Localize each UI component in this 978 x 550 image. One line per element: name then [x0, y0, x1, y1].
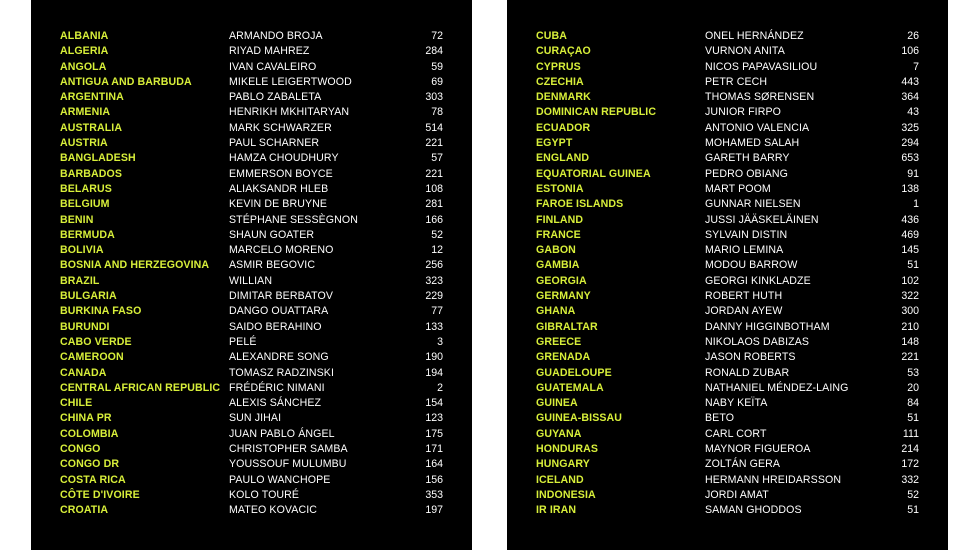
- player-cell: PAULO WANCHOPE: [229, 473, 331, 486]
- country-cell: ALBANIA: [60, 30, 109, 42]
- table-row: [507, 121, 948, 136]
- count-cell: 171: [425, 443, 443, 456]
- player-cell: ALEXIS SÁNCHEZ: [229, 397, 322, 410]
- table-row: [507, 213, 948, 228]
- count-cell: 175: [425, 427, 443, 440]
- player-cell: CHRISTOPHER SAMBA: [229, 443, 348, 456]
- country-cell: CABO VERDE: [60, 335, 132, 348]
- table-row: [507, 335, 948, 350]
- count-cell: 108: [425, 182, 443, 195]
- player-cell: BETO: [705, 412, 735, 425]
- player-cell: ZOLTÁN GERA: [705, 458, 781, 471]
- count-cell: 325: [901, 121, 919, 134]
- table-row: [31, 136, 472, 151]
- country-cell: GHANA: [536, 305, 576, 318]
- table-row: [31, 503, 472, 518]
- count-cell: 72: [431, 30, 443, 42]
- country-cell: CHINA PR: [60, 412, 112, 425]
- count-cell: 78: [431, 106, 443, 119]
- count-cell: 353: [425, 488, 443, 501]
- player-cell: NIKOLAOS DABIZAS: [705, 335, 810, 348]
- country-cell: GUINEA-BISSAU: [536, 412, 623, 425]
- country-cell: CAMEROON: [60, 351, 124, 364]
- country-cell: ENGLAND: [536, 152, 590, 165]
- player-cell: SAIDO BERAHINO: [229, 320, 322, 333]
- table-row: [31, 304, 472, 319]
- country-cell: GIBRALTAR: [536, 320, 598, 333]
- country-cell: COLOMBIA: [60, 427, 119, 440]
- country-cell: ARMENIA: [60, 106, 111, 119]
- table-row: [507, 151, 948, 166]
- table-row: [507, 44, 948, 59]
- player-cell: DANGO OUATTARA: [229, 305, 329, 318]
- left-table: [31, 29, 472, 519]
- country-cell: CHILE: [60, 397, 93, 410]
- count-cell: 145: [901, 244, 919, 257]
- table-row: [31, 167, 472, 182]
- country-cell: CONGO DR: [60, 458, 120, 471]
- count-cell: 229: [425, 290, 443, 303]
- country-cell: FAROE ISLANDS: [536, 198, 624, 211]
- count-cell: 106: [901, 45, 919, 58]
- count-cell: 514: [425, 121, 443, 134]
- country-cell: CROATIA: [60, 504, 109, 517]
- count-cell: 256: [425, 259, 443, 272]
- country-cell: COSTA RICA: [60, 473, 126, 486]
- table-row: [507, 457, 948, 472]
- table-row: [31, 258, 472, 273]
- player-cell: STÉPHANE SESSÈGNON: [229, 213, 358, 226]
- table-row: [507, 258, 948, 273]
- table-row: [507, 304, 948, 319]
- table-row: [31, 457, 472, 472]
- player-cell: JORDI AMAT: [705, 488, 769, 501]
- player-cell: MAYNOR FIGUEROA: [705, 443, 811, 456]
- player-cell: PEDRO OBIANG: [705, 167, 789, 180]
- country-cell: BENIN: [60, 213, 94, 226]
- table-row: [31, 197, 472, 212]
- table-row: [31, 213, 472, 228]
- count-cell: 300: [901, 305, 919, 318]
- player-cell: JUSSI JÄÄSKELÄINEN: [705, 213, 819, 226]
- count-cell: 102: [901, 274, 919, 287]
- count-cell: 148: [901, 335, 919, 348]
- player-cell: PAUL SCHARNER: [229, 137, 320, 150]
- country-cell: BERMUDA: [60, 228, 115, 241]
- table-row: [507, 243, 948, 258]
- count-cell: 52: [907, 488, 919, 501]
- country-cell: GAMBIA: [536, 259, 580, 272]
- table-row: [31, 442, 472, 457]
- player-cell: JORDAN AYEW: [705, 305, 783, 318]
- country-cell: BOSNIA AND HERZEGOVINA: [60, 259, 210, 272]
- count-cell: 443: [901, 75, 919, 88]
- table-row: [507, 136, 948, 151]
- country-cell: GUYANA: [536, 427, 582, 440]
- count-cell: 281: [425, 198, 443, 211]
- count-cell: 164: [425, 458, 443, 471]
- count-cell: 52: [431, 228, 443, 241]
- table-row: [507, 488, 948, 503]
- count-cell: 322: [901, 290, 919, 303]
- player-cell: NICOS PAPAVASILIOU: [705, 60, 818, 73]
- table-row: [31, 274, 472, 289]
- table-row: [31, 396, 472, 411]
- player-cell: GEORGI KINKLADZE: [705, 274, 811, 287]
- player-cell: SUN JIHAI: [229, 412, 282, 425]
- player-cell: MOHAMED SALAH: [705, 137, 800, 150]
- table-row: [507, 274, 948, 289]
- player-cell: CARL CORT: [705, 427, 767, 440]
- country-cell: CUBA: [536, 30, 568, 42]
- country-cell: EQUATORIAL GUINEA: [536, 167, 651, 180]
- table-row: [31, 427, 472, 442]
- country-cell: ANGOLA: [60, 60, 107, 73]
- country-cell: GREECE: [536, 335, 582, 348]
- country-cell: GUATEMALA: [536, 381, 604, 394]
- player-cell: PELÉ: [229, 335, 257, 348]
- country-cell: DOMINICAN REPUBLIC: [536, 106, 657, 119]
- country-cell: ARGENTINA: [60, 91, 124, 104]
- player-cell: KOLO TOURÉ: [229, 488, 300, 501]
- count-cell: 7: [913, 60, 919, 73]
- table-row: [31, 182, 472, 197]
- table-row: [31, 335, 472, 350]
- table-row: [31, 228, 472, 243]
- count-cell: 2: [437, 381, 443, 394]
- count-cell: 214: [901, 443, 919, 456]
- player-cell: ALIAKSANDR HLEB: [229, 182, 329, 195]
- player-cell: GARETH BARRY: [705, 152, 790, 165]
- table-row: [507, 442, 948, 457]
- table-row: [31, 473, 472, 488]
- count-cell: 12: [431, 244, 443, 257]
- count-cell: 303: [425, 91, 443, 104]
- table-row: [507, 289, 948, 304]
- player-cell: SAMAN GHODDOS: [705, 504, 802, 517]
- country-cell: AUSTRALIA: [60, 121, 123, 134]
- count-cell: 332: [901, 473, 919, 486]
- country-cell: GUINEA: [536, 397, 578, 410]
- player-cell: SYLVAIN DISTIN: [705, 228, 788, 241]
- table-row: [507, 29, 948, 44]
- count-cell: 166: [425, 213, 443, 226]
- player-cell: WILLIAN: [229, 274, 273, 287]
- table-row: [31, 243, 472, 258]
- table-row: [507, 75, 948, 90]
- player-cell: ALEXANDRE SONG: [229, 351, 329, 364]
- player-cell: TOMASZ RADZINSKI: [229, 366, 334, 379]
- player-cell: DIMITAR BERBATOV: [229, 290, 334, 303]
- count-cell: 194: [425, 366, 443, 379]
- count-cell: 436: [901, 213, 919, 226]
- table-row: [31, 29, 472, 44]
- count-cell: 221: [901, 351, 919, 364]
- player-cell: HENRIKH MKHITARYAN: [229, 106, 350, 119]
- count-cell: 111: [902, 427, 919, 440]
- count-cell: 138: [901, 182, 919, 195]
- count-cell: 69: [431, 75, 443, 88]
- country-cell: ICELAND: [536, 473, 584, 486]
- count-cell: 154: [425, 397, 443, 410]
- country-cell: BURKINA FASO: [60, 305, 142, 318]
- country-cell: GERMANY: [536, 290, 591, 303]
- count-cell: 1: [913, 198, 919, 211]
- count-cell: 3: [437, 335, 443, 348]
- country-cell: BANGLADESH: [60, 152, 136, 165]
- player-cell: JUNIOR FIRPO: [705, 106, 781, 119]
- table-row: [507, 366, 948, 381]
- count-cell: 57: [431, 152, 443, 165]
- table-row: [507, 105, 948, 120]
- player-cell: ROBERT HUTH: [705, 290, 783, 303]
- table-row: [507, 320, 948, 335]
- count-cell: 77: [431, 305, 443, 318]
- country-cell: FRANCE: [536, 228, 581, 241]
- player-cell: DANNY HIGGINBOTHAM: [705, 320, 830, 333]
- country-cell: ANTIGUA AND BARBUDA: [60, 75, 192, 88]
- count-cell: 51: [907, 259, 919, 272]
- table-row: [507, 350, 948, 365]
- player-cell: GUNNAR NIELSEN: [705, 198, 801, 211]
- count-cell: 59: [431, 60, 443, 73]
- player-cell: MODOU BARROW: [705, 259, 798, 272]
- player-cell: NABY KEÏTA: [705, 397, 768, 410]
- player-cell: MARIO LEMINA: [705, 244, 784, 257]
- country-cell: ESTONIA: [536, 182, 584, 195]
- country-cell: DENMARK: [536, 91, 591, 104]
- count-cell: 221: [425, 167, 443, 180]
- country-cell: FINLAND: [536, 213, 584, 226]
- table-row: [507, 197, 948, 212]
- table-row: [31, 151, 472, 166]
- player-cell: MATEO KOVACIC: [229, 504, 318, 517]
- table-row: [507, 473, 948, 488]
- count-cell: 210: [901, 320, 919, 333]
- player-cell: ONEL HERNÁNDEZ: [705, 30, 804, 42]
- country-cell: GUADELOUPE: [536, 366, 612, 379]
- country-cell: EGYPT: [536, 137, 573, 150]
- count-cell: 284: [425, 45, 443, 58]
- player-cell: PETR CECH: [705, 75, 768, 88]
- table-row: [31, 90, 472, 105]
- table-row: [507, 90, 948, 105]
- count-cell: 51: [907, 412, 919, 425]
- table-row: [31, 366, 472, 381]
- table-row: [507, 182, 948, 197]
- table-row: [507, 411, 948, 426]
- country-cell: BELARUS: [60, 182, 112, 195]
- table-row: [31, 488, 472, 503]
- country-cell: CENTRAL AFRICAN REPUBLIC: [60, 381, 221, 394]
- country-cell: BOLIVIA: [60, 244, 104, 257]
- player-cell: FRÉDÉRIC NIMANI: [229, 381, 325, 394]
- table-row: [31, 411, 472, 426]
- count-cell: 221: [425, 137, 443, 150]
- left-page-panel: [31, 0, 472, 550]
- country-cell: BRAZIL: [60, 274, 100, 287]
- table-row: [31, 75, 472, 90]
- country-cell: CANADA: [60, 366, 107, 379]
- player-cell: MIKELE LEIGERTWOOD: [229, 75, 352, 88]
- count-cell: 156: [425, 473, 443, 486]
- table-row: [507, 381, 948, 396]
- country-cell: BULGARIA: [60, 290, 117, 303]
- country-cell: GABON: [536, 244, 576, 257]
- player-cell: VURNON ANITA: [705, 45, 785, 58]
- table-row: [31, 60, 472, 75]
- right-page-panel: [507, 0, 948, 550]
- player-cell: ANTONIO VALENCIA: [705, 121, 810, 134]
- count-cell: 91: [907, 167, 919, 180]
- country-cell: BURUNDI: [60, 320, 110, 333]
- player-cell: PABLO ZABALETA: [229, 91, 322, 104]
- count-cell: 51: [907, 504, 919, 517]
- count-cell: 43: [907, 106, 919, 119]
- player-cell: ARMANDO BROJA: [229, 30, 323, 42]
- country-cell: CONGO: [60, 443, 101, 456]
- count-cell: 20: [907, 381, 919, 394]
- table-row: [31, 350, 472, 365]
- count-cell: 197: [425, 504, 443, 517]
- country-cell: GRENADA: [536, 351, 591, 364]
- count-cell: 53: [907, 366, 919, 379]
- player-cell: MARK SCHWARZER: [229, 121, 332, 134]
- player-cell: HAMZA CHOUDHURY: [229, 152, 339, 165]
- player-cell: JUAN PABLO ÁNGEL: [229, 427, 335, 440]
- table-row: [507, 503, 948, 518]
- count-cell: 469: [901, 228, 919, 241]
- right-table: [507, 29, 948, 519]
- count-cell: 294: [901, 137, 919, 150]
- count-cell: 123: [425, 412, 443, 425]
- country-cell: INDONESIA: [536, 488, 596, 501]
- player-cell: KEVIN DE BRUYNE: [229, 198, 328, 211]
- player-cell: NATHANIEL MÉNDEZ-LAING: [705, 381, 849, 394]
- table-row: [31, 121, 472, 136]
- table-row: [31, 381, 472, 396]
- country-cell: ECUADOR: [536, 121, 591, 134]
- player-cell: HERMANN HREIDARSSON: [705, 473, 842, 486]
- country-cell: ALGERIA: [60, 45, 109, 58]
- country-cell: HUNGARY: [536, 458, 590, 471]
- player-cell: JASON ROBERTS: [705, 351, 796, 364]
- table-row: [507, 396, 948, 411]
- table-row: [31, 44, 472, 59]
- player-cell: SHAUN GOATER: [229, 228, 315, 241]
- player-cell: ASMIR BEGOVIC: [229, 259, 316, 272]
- count-cell: 84: [907, 397, 919, 410]
- country-cell: GEORGIA: [536, 274, 587, 287]
- count-cell: 133: [425, 320, 443, 333]
- count-cell: 653: [901, 152, 919, 165]
- table-row: [31, 320, 472, 335]
- country-cell: CZECHIA: [536, 75, 584, 88]
- count-cell: 26: [907, 30, 919, 42]
- player-cell: RIYAD MAHREZ: [229, 45, 310, 58]
- table-row: [507, 60, 948, 75]
- country-cell: CÔTE D'IVOIRE: [60, 488, 140, 501]
- player-cell: IVAN CAVALEIRO: [229, 60, 317, 73]
- table-row: [507, 228, 948, 243]
- player-cell: YOUSSOUF MULUMBU: [229, 458, 347, 471]
- country-cell: HONDURAS: [536, 443, 599, 456]
- table-row: [31, 289, 472, 304]
- player-cell: RONALD ZUBAR: [705, 366, 790, 379]
- player-cell: MARCELO MORENO: [229, 244, 334, 257]
- player-cell: MART POOM: [705, 182, 771, 195]
- country-cell: IR IRAN: [536, 504, 577, 517]
- player-cell: THOMAS SØRENSEN: [705, 91, 815, 104]
- table-row: [31, 105, 472, 120]
- country-cell: BELGIUM: [60, 198, 110, 211]
- count-cell: 364: [901, 91, 919, 104]
- count-cell: 172: [901, 458, 919, 471]
- country-cell: BARBADOS: [60, 167, 123, 180]
- count-cell: 190: [425, 351, 443, 364]
- table-row: [507, 167, 948, 182]
- table-row: [507, 427, 948, 442]
- country-cell: CURAÇAO: [536, 45, 591, 58]
- player-cell: EMMERSON BOYCE: [229, 167, 333, 180]
- country-cell: AUSTRIA: [60, 137, 108, 150]
- count-cell: 323: [425, 274, 443, 287]
- country-cell: CYPRUS: [536, 60, 581, 73]
